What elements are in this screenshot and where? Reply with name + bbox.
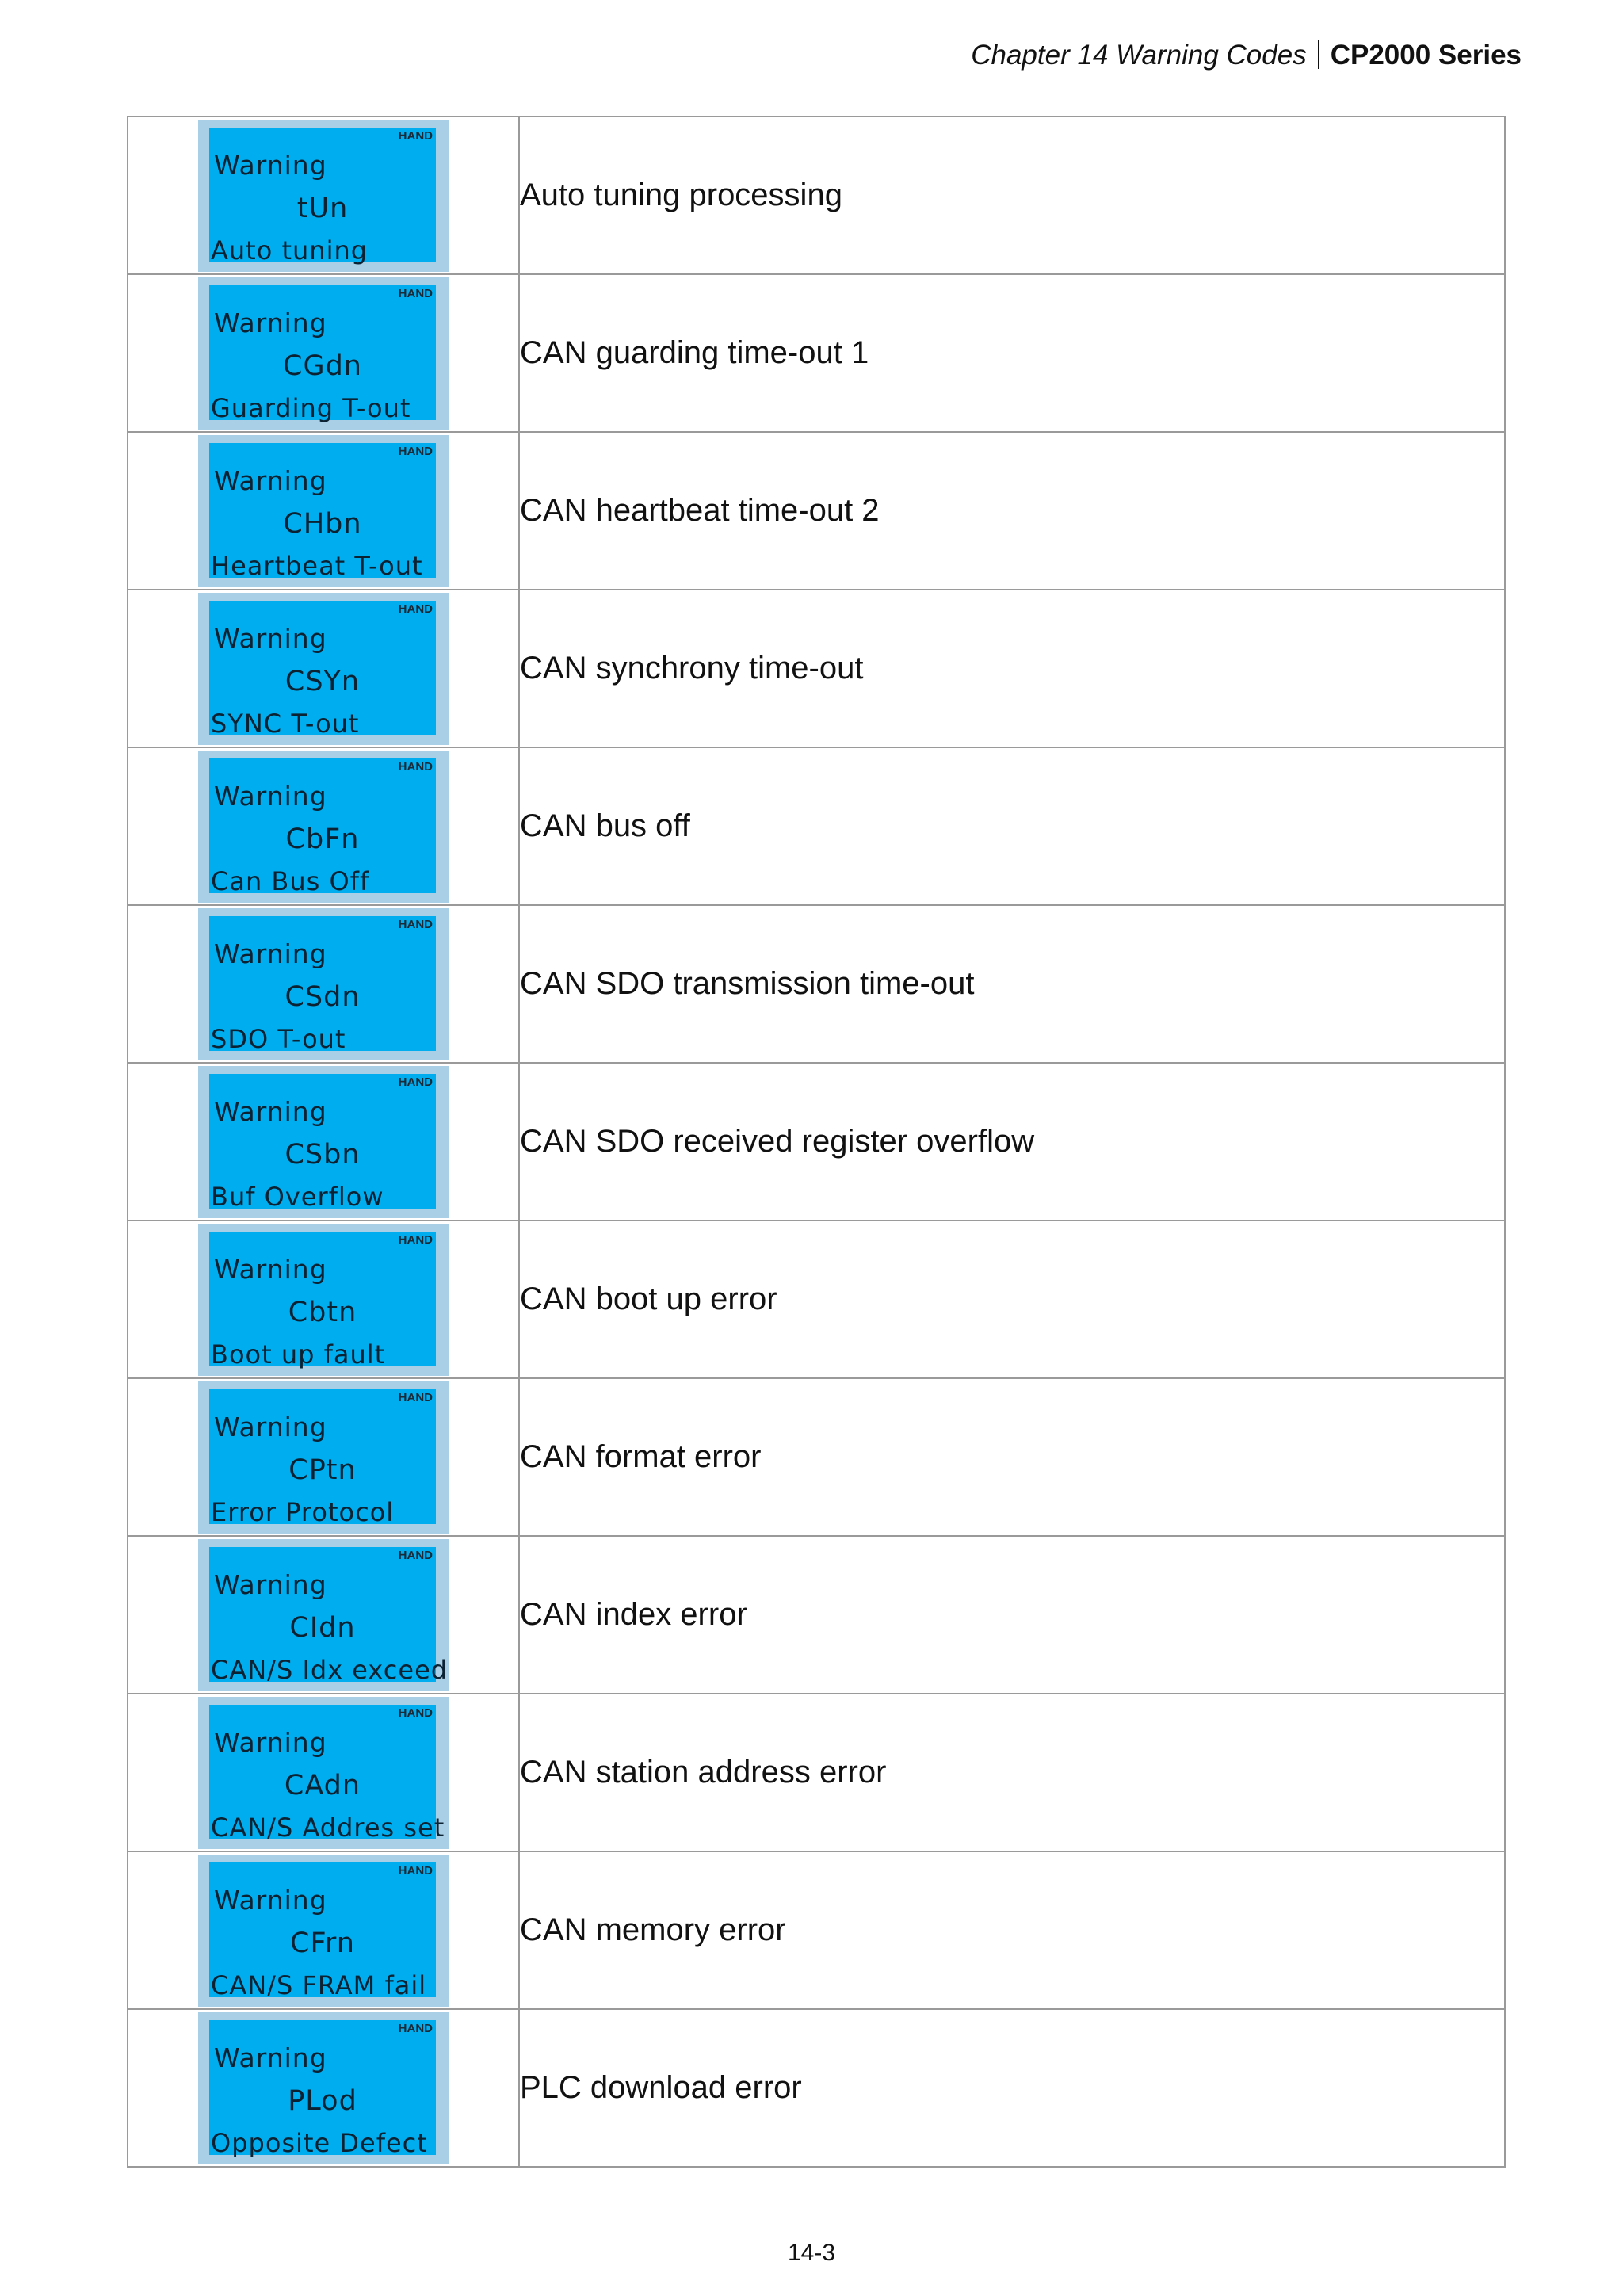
hand-mode-label: HAND — [398, 2021, 433, 2035]
lcd-title: Warning — [214, 622, 327, 654]
hand-mode-label: HAND — [398, 759, 433, 774]
hand-mode-label: HAND — [398, 1390, 433, 1404]
lcd-message: Buf Overflow — [211, 1181, 384, 1212]
description-cell: Auto tuning processing — [519, 117, 1505, 274]
description-cell: CAN SDO received register overflow — [519, 1063, 1505, 1221]
description-cell: CAN station address error — [519, 1694, 1505, 1851]
lcd-message: Heartbeat T-out — [211, 550, 423, 581]
lcd-cell — [128, 1694, 519, 1851]
lcd-screen — [209, 128, 436, 266]
lcd-message: SDO T-out — [211, 1023, 346, 1054]
lcd-message: Can Bus Off — [211, 865, 370, 896]
description-cell: CAN guarding time-out 1 — [519, 274, 1505, 432]
keypad-display — [198, 2012, 449, 2164]
lcd-title: Warning — [214, 1568, 327, 1600]
hand-mode-label: HAND — [398, 286, 433, 300]
lcd-title: Warning — [214, 938, 327, 969]
table-body — [128, 117, 1505, 2167]
lcd-cell — [128, 2009, 519, 2167]
lcd-title: Warning — [214, 780, 327, 812]
header-divider — [1318, 40, 1319, 69]
lcd-warning-code: Cbtn — [288, 1296, 357, 1328]
lcd-warning-code: CSYn — [285, 665, 361, 697]
lcd-screen — [209, 601, 436, 739]
lcd-warning-code: CSbn — [285, 1138, 361, 1171]
description-cell: CAN boot up error — [519, 1221, 1505, 1378]
hand-mode-label: HAND — [398, 1075, 433, 1089]
hand-mode-label: HAND — [398, 602, 433, 616]
description-cell: CAN bus off — [519, 747, 1505, 905]
lcd-message: Auto tuning — [211, 235, 369, 266]
hand-mode-label: HAND — [398, 444, 433, 458]
table-row — [128, 274, 1505, 432]
lcd-title: Warning — [214, 1726, 327, 1758]
lcd-message: CAN/S Addres set — [211, 1812, 445, 1843]
lcd-screen — [209, 1074, 436, 1212]
description-cell: CAN SDO transmission time-out — [519, 905, 1505, 1063]
description-cell: PLC download error — [519, 2009, 1505, 2167]
lcd-cell — [128, 117, 519, 274]
lcd-message: CAN/S Idx exceed — [211, 1654, 449, 1685]
lcd-screen — [209, 1389, 436, 1527]
table-row — [128, 117, 1505, 274]
table-row — [128, 1694, 1505, 1851]
table-row — [128, 1378, 1505, 1536]
lcd-warning-code: PLod — [288, 2084, 357, 2117]
lcd-title: Warning — [214, 1253, 327, 1285]
keypad-display — [198, 751, 449, 903]
lcd-screen — [209, 285, 436, 423]
lcd-warning-code: tUn — [296, 192, 349, 224]
lcd-cell — [128, 905, 519, 1063]
description-cell: CAN heartbeat time-out 2 — [519, 432, 1505, 590]
hand-mode-label: HAND — [398, 917, 433, 931]
table-row — [128, 1536, 1505, 1694]
hand-mode-label: HAND — [398, 1863, 433, 1878]
hand-mode-label: HAND — [398, 1232, 433, 1247]
keypad-display — [198, 908, 449, 1060]
description-cell: CAN index error — [519, 1536, 1505, 1694]
lcd-title: Warning — [214, 1884, 327, 1916]
warning-codes-table — [127, 116, 1506, 2168]
table-row — [128, 1063, 1505, 1221]
table-row — [128, 905, 1505, 1063]
description-cell: CAN format error — [519, 1378, 1505, 1536]
lcd-cell — [128, 1063, 519, 1221]
lcd-message: SYNC T-out — [211, 708, 360, 739]
lcd-title: Warning — [214, 307, 327, 338]
lcd-warning-code: CGdn — [283, 350, 362, 382]
lcd-title: Warning — [214, 149, 327, 181]
lcd-message: Guarding T-out — [211, 392, 411, 423]
lcd-title: Warning — [214, 1095, 327, 1127]
lcd-screen — [209, 1547, 449, 1685]
keypad-display — [198, 1697, 449, 1849]
lcd-cell — [128, 590, 519, 747]
keypad-display — [198, 1224, 449, 1376]
keypad-display — [198, 1381, 449, 1534]
table-row — [128, 747, 1505, 905]
page-header — [971, 40, 1522, 71]
hand-mode-label: HAND — [398, 1548, 433, 1562]
series-name: CP2000 Series — [1330, 40, 1522, 71]
lcd-cell — [128, 1536, 519, 1694]
lcd-warning-code: CIdn — [289, 1611, 356, 1644]
hand-mode-label: HAND — [398, 1706, 433, 1720]
lcd-screen — [209, 1232, 436, 1370]
lcd-cell — [128, 1851, 519, 2009]
keypad-display — [198, 1066, 449, 1218]
lcd-screen — [209, 916, 436, 1054]
lcd-title: Warning — [214, 2042, 327, 2073]
lcd-warning-code: CbFn — [285, 823, 360, 855]
table-row — [128, 1851, 1505, 2009]
lcd-screen — [209, 758, 436, 896]
keypad-display — [198, 277, 449, 430]
lcd-message: Boot up fault — [211, 1339, 386, 1370]
lcd-warning-code: CFrn — [290, 1927, 355, 1959]
table-row — [128, 432, 1505, 590]
lcd-screen — [209, 1705, 445, 1843]
lcd-message: Error Protocol — [211, 1496, 395, 1527]
keypad-display — [198, 1855, 449, 2007]
lcd-title: Warning — [214, 464, 327, 496]
description-cell: CAN synchrony time-out — [519, 590, 1505, 747]
description-cell: CAN memory error — [519, 1851, 1505, 2009]
keypad-display — [198, 593, 449, 745]
keypad-display — [198, 435, 449, 587]
lcd-warning-code: CSdn — [285, 980, 361, 1013]
lcd-screen — [209, 1862, 436, 2000]
keypad-display — [198, 120, 449, 272]
lcd-cell — [128, 1378, 519, 1536]
lcd-cell — [128, 432, 519, 590]
lcd-cell — [128, 274, 519, 432]
keypad-display — [198, 1539, 449, 1691]
hand-mode-label: HAND — [398, 128, 433, 143]
lcd-warning-code: CAdn — [284, 1769, 361, 1801]
lcd-screen — [209, 2020, 436, 2158]
lcd-message: CAN/S FRAM fail — [211, 1969, 427, 2000]
lcd-message: Opposite Defect — [211, 2127, 428, 2158]
page-number: 14-3 — [787, 2240, 836, 2266]
lcd-warning-code: CHbn — [283, 507, 362, 540]
chapter-title: Chapter 14 Warning Codes — [971, 40, 1307, 71]
lcd-cell — [128, 747, 519, 905]
lcd-warning-code: CPtn — [288, 1454, 357, 1486]
lcd-screen — [209, 443, 436, 581]
lcd-cell — [128, 1221, 519, 1378]
lcd-title: Warning — [214, 1411, 327, 1442]
table-row — [128, 2009, 1505, 2167]
table-row — [128, 1221, 1505, 1378]
table-row — [128, 590, 1505, 747]
